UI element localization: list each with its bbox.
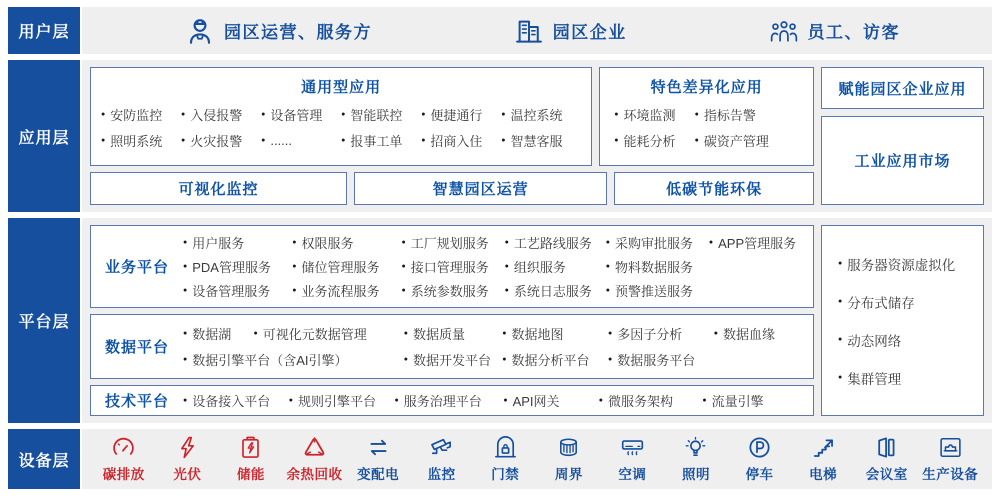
tech-platform-row xyxy=(183,391,805,410)
device-item xyxy=(664,435,728,483)
bullet-item xyxy=(101,105,181,124)
bullet-dot-icon: ● xyxy=(503,397,508,404)
bullet-item-label: API网关 xyxy=(512,394,560,409)
user-layer-groups xyxy=(82,7,992,54)
bullet-item xyxy=(183,233,292,252)
user-layer xyxy=(8,7,992,54)
bullet-dot-icon: ● xyxy=(608,356,613,364)
bullet-dot-icon: ● xyxy=(501,111,506,118)
enterprise-building-icon xyxy=(514,16,544,46)
bullet-item xyxy=(261,131,341,150)
bullet-item-label: 动态网络 xyxy=(847,333,902,349)
bullet-item-label: 设备管理 xyxy=(270,108,323,123)
bullet-item-label: 智慧客服 xyxy=(510,134,563,149)
bullet-item xyxy=(404,324,502,343)
worker-icon xyxy=(185,16,215,46)
bullet-item xyxy=(702,391,805,410)
device-items xyxy=(82,429,992,489)
bullet-dot-icon: ● xyxy=(504,263,509,271)
bullet-item xyxy=(838,254,977,274)
bullet-dot-icon: ● xyxy=(502,356,507,364)
bullet-item-label: 采购审批服务 xyxy=(614,236,693,252)
visitors-people-icon xyxy=(769,16,799,46)
data-platform-box xyxy=(90,314,814,379)
business-platform-title: 业务平台 xyxy=(104,259,169,277)
bullet-item xyxy=(181,105,261,124)
device-item-label: 周界 xyxy=(554,467,583,482)
meeting-room-icon xyxy=(874,435,899,460)
general-apps-title: 通用型应用 xyxy=(301,79,382,96)
bullet-item xyxy=(181,131,261,150)
bullet-item-label: 可视化元数据管理 xyxy=(262,327,367,343)
application-right-column xyxy=(821,67,984,205)
business-platform-rows xyxy=(183,228,805,305)
bullet-item xyxy=(341,105,421,124)
bullet-item-label: 工艺路线服务 xyxy=(513,236,592,252)
device-item xyxy=(728,435,792,483)
bullet-dot-icon: ● xyxy=(502,330,507,338)
bullet-dot-icon: ● xyxy=(292,239,297,247)
bullet-item xyxy=(183,391,289,410)
bullet-item-label: 规则引擎平台 xyxy=(297,394,376,409)
bullet-dot-icon: ● xyxy=(605,239,610,247)
featured-apps-items xyxy=(614,98,799,157)
bullet-item-label: 环境监测 xyxy=(623,108,676,123)
bullet-item xyxy=(606,281,709,300)
bullet-dot-icon: ● xyxy=(713,330,718,338)
empower-apps-box xyxy=(821,67,984,109)
infrastructure-box xyxy=(821,225,984,416)
application-top-row xyxy=(90,67,814,166)
bullet-item xyxy=(608,324,714,343)
bullet-dot-icon: ● xyxy=(341,111,346,118)
data-platform-row xyxy=(183,324,805,343)
app-scenario-label: 可视化监控 xyxy=(178,181,259,198)
bullet-dot-icon: ● xyxy=(183,330,188,338)
bullet-item xyxy=(183,281,292,300)
user-layer-label: 用户层 xyxy=(8,7,80,54)
tech-platform-title: 技术平台 xyxy=(104,393,169,410)
device-item xyxy=(537,435,601,483)
device-item xyxy=(855,435,919,483)
bullet-item xyxy=(695,105,799,124)
bullet-item-label: 设备接入平台 xyxy=(192,394,271,409)
bullet-dot-icon: ● xyxy=(401,287,406,295)
bullet-dot-icon: ● xyxy=(421,137,426,144)
bullet-item xyxy=(838,292,977,312)
bullet-item-label: 设备管理服务 xyxy=(192,284,271,300)
bullet-dot-icon: ● xyxy=(183,356,188,364)
bullet-item-label: 数据服务平台 xyxy=(617,353,696,369)
platform-layer-label: 平台层 xyxy=(8,218,80,423)
bullet-dot-icon: ● xyxy=(183,397,188,404)
bullet-item-label: 碳资产管理 xyxy=(703,134,769,149)
general-apps-items xyxy=(101,98,581,157)
device-item xyxy=(219,435,283,483)
bullet-item-label: 分布式储存 xyxy=(847,295,915,311)
bullet-item xyxy=(838,330,977,350)
bullet-dot-icon: ● xyxy=(694,111,699,118)
user-group-label: 园区企业 xyxy=(552,23,627,42)
bullet-dot-icon: ● xyxy=(501,137,506,144)
platform-layer-content xyxy=(82,218,992,423)
bullet-item xyxy=(503,391,598,410)
bullet-item-label: 预警推送服务 xyxy=(614,284,693,300)
recycle-icon xyxy=(302,435,327,460)
business-platform-row xyxy=(183,281,805,300)
device-item-label: 停车 xyxy=(745,467,774,482)
bullet-dot-icon: ● xyxy=(261,137,266,144)
air-conditioner-icon xyxy=(620,435,645,460)
bullet-item xyxy=(714,324,805,343)
user-group xyxy=(514,16,627,46)
bullet-item-label: 报事工单 xyxy=(350,134,403,149)
bullet-item xyxy=(709,233,805,252)
bullet-item xyxy=(505,257,606,276)
platform-layer xyxy=(8,218,992,423)
bullet-item-label: 多因子分析 xyxy=(617,327,683,343)
bullet-item-label: 服务治理平台 xyxy=(403,394,482,409)
bullet-item xyxy=(695,131,799,150)
bullet-item-label: 照明系统 xyxy=(110,134,163,149)
bullet-dot-icon: ● xyxy=(394,397,399,404)
perimeter-fence-icon xyxy=(556,435,581,460)
bullet-item-label: 集群管理 xyxy=(847,371,902,387)
bullet-dot-icon: ● xyxy=(838,336,843,343)
business-platform-row xyxy=(183,257,805,276)
empower-apps-title: 赋能园区企业应用 xyxy=(838,80,967,98)
bullet-dot-icon: ● xyxy=(401,239,406,247)
bullet-item-label: 数据质量 xyxy=(413,327,466,343)
data-platform-title: 数据平台 xyxy=(104,339,169,357)
bullet-dot-icon: ● xyxy=(183,263,188,271)
bullet-dot-icon: ● xyxy=(605,263,610,271)
bullet-item xyxy=(401,233,504,252)
bullet-item xyxy=(394,391,503,410)
device-item xyxy=(92,435,156,483)
bullet-item xyxy=(838,368,977,388)
device-item xyxy=(919,435,983,483)
industrial-market-title: 工业应用市场 xyxy=(854,153,951,170)
bullet-item-label: 招商入住 xyxy=(430,134,483,149)
device-item-label: 照明 xyxy=(681,467,710,482)
bullet-dot-icon: ● xyxy=(605,287,610,295)
bullet-item xyxy=(505,281,606,300)
bullet-item-label: 便捷通行 xyxy=(430,108,483,123)
application-layer-label: 应用层 xyxy=(8,60,80,212)
bullet-item-label: 火灾报警 xyxy=(190,134,243,149)
bullet-item-label: 系统日志服务 xyxy=(513,284,592,300)
bullet-item xyxy=(502,324,608,343)
bullet-dot-icon: ● xyxy=(708,239,714,247)
bullet-item xyxy=(292,281,401,300)
application-main-column xyxy=(90,67,814,205)
device-item xyxy=(410,435,474,483)
user-group xyxy=(769,16,901,46)
device-layer-label: 设备层 xyxy=(8,429,80,489)
bullet-item xyxy=(404,350,502,369)
bullet-item xyxy=(608,350,714,369)
tech-platform-rows xyxy=(183,388,805,413)
bullet-item xyxy=(606,257,709,276)
cctv-camera-icon xyxy=(429,435,454,460)
bullet-item xyxy=(183,257,292,276)
app-scenario-label: 智慧园区运营 xyxy=(432,181,529,198)
bullet-dot-icon: ● xyxy=(504,287,509,295)
bullet-item-label: 接口管理服务 xyxy=(410,260,489,276)
platform-main-column xyxy=(90,225,814,416)
bullet-dot-icon: ● xyxy=(288,397,293,404)
device-layer xyxy=(8,429,992,489)
bullet-item-label: 储位管理服务 xyxy=(301,260,380,276)
bullet-dot-icon: ● xyxy=(694,137,699,144)
bullet-item-label: APP管理服务 xyxy=(718,236,797,252)
battery-charge-icon xyxy=(238,435,263,460)
device-item-label: 空调 xyxy=(618,467,647,482)
featured-apps-box xyxy=(599,67,814,166)
bullet-item-label: 微服务架构 xyxy=(607,394,673,409)
bullet-item xyxy=(183,324,253,343)
bullet-item-label: 数据地图 xyxy=(511,327,564,343)
bullet-dot-icon: ● xyxy=(614,137,619,144)
bullet-dot-icon: ● xyxy=(401,263,406,271)
bullet-dot-icon: ● xyxy=(504,239,509,247)
bullet-dot-icon: ● xyxy=(838,260,843,267)
bullet-item xyxy=(421,131,501,150)
bullet-dot-icon: ● xyxy=(101,111,106,118)
bullet-item-label: 数据湖 xyxy=(192,327,232,343)
access-lock-icon xyxy=(493,435,518,460)
bullet-item-label: 流量引擎 xyxy=(711,394,764,409)
bullet-item-label: 数据血缘 xyxy=(723,327,776,343)
bullet-item xyxy=(292,257,401,276)
device-item-label: 碳排放 xyxy=(102,467,145,482)
user-group-label: 员工、访客 xyxy=(807,23,900,42)
bullet-dot-icon: ● xyxy=(838,374,843,381)
application-layer xyxy=(8,60,992,212)
bullet-item-label: 指标告警 xyxy=(703,108,756,123)
device-item xyxy=(601,435,665,483)
bullet-item-label: 温控系统 xyxy=(510,108,563,123)
bullet-item xyxy=(614,105,694,124)
featured-apps-title: 特色差异化应用 xyxy=(650,79,763,96)
data-platform-rows xyxy=(183,317,805,376)
business-platform-box xyxy=(90,225,814,308)
device-item-label: 光伏 xyxy=(173,467,202,482)
device-item-label: 余热回收 xyxy=(286,467,343,482)
bullet-dot-icon: ● xyxy=(421,111,426,118)
app-scenario-box xyxy=(90,172,347,205)
user-group xyxy=(185,16,372,46)
device-item-label: 会议室 xyxy=(865,467,908,482)
bullet-item-label: 系统参数服务 xyxy=(410,284,489,300)
bullet-item xyxy=(501,105,581,124)
general-apps-box xyxy=(90,67,592,166)
bullet-dot-icon: ● xyxy=(183,239,188,247)
data-platform-row xyxy=(183,350,805,369)
bullet-item xyxy=(501,131,581,150)
exchange-arrows-icon xyxy=(366,435,391,460)
bullet-item-label: 入侵报警 xyxy=(190,108,243,123)
device-item-label: 变配电 xyxy=(357,467,400,482)
industrial-market-box xyxy=(821,116,984,205)
bullet-item xyxy=(505,233,606,252)
bullet-item xyxy=(502,350,608,369)
bullet-dot-icon: ● xyxy=(183,287,188,295)
bullet-dot-icon: ● xyxy=(403,330,409,338)
bullet-dot-icon: ● xyxy=(261,111,266,118)
bullet-dot-icon: ● xyxy=(838,298,843,305)
bullet-item-label: 数据开发平台 xyxy=(413,353,492,369)
bullet-item xyxy=(421,105,501,124)
device-item-label: 生产设备 xyxy=(922,467,979,482)
bullet-item-label: 业务流程服务 xyxy=(301,284,380,300)
device-item-label: 电梯 xyxy=(809,467,838,482)
business-platform-row xyxy=(183,233,805,252)
bullet-item xyxy=(599,391,703,410)
bullet-item-label: 工厂规划服务 xyxy=(410,236,489,252)
application-layer-content xyxy=(82,60,992,212)
bullet-dot-icon: ● xyxy=(292,287,297,295)
gauge-icon xyxy=(111,435,136,460)
device-item xyxy=(346,435,410,483)
tech-platform-box xyxy=(90,385,814,416)
escalator-icon xyxy=(811,435,836,460)
bullet-item xyxy=(253,324,403,343)
device-item xyxy=(791,435,855,483)
device-item-label: 监控 xyxy=(427,467,456,482)
bullet-item xyxy=(401,281,504,300)
app-scenario-box xyxy=(354,172,607,205)
bullet-item xyxy=(292,233,401,252)
user-group-label: 园区运营、服务方 xyxy=(224,23,372,42)
device-item-label: 储能 xyxy=(236,467,265,482)
bullet-item xyxy=(261,105,341,124)
app-scenarios-row xyxy=(90,172,814,205)
parking-icon xyxy=(747,435,772,460)
bullet-dot-icon: ● xyxy=(403,356,409,364)
bullet-item-label: 服务器资源虚拟化 xyxy=(847,257,956,273)
bullet-item xyxy=(101,131,181,150)
device-item xyxy=(283,435,347,483)
bullet-item-label: 组织服务 xyxy=(513,260,566,276)
bullet-item-label: 能耗分析 xyxy=(623,134,676,149)
bullet-item xyxy=(289,391,395,410)
bullet-item xyxy=(183,350,404,369)
device-item xyxy=(156,435,220,483)
bullet-dot-icon: ● xyxy=(702,397,707,404)
bullet-item-label: 数据分析平台 xyxy=(511,353,590,369)
bullet-item xyxy=(341,131,421,150)
bullet-dot-icon: ● xyxy=(181,137,186,144)
bullet-dot-icon: ● xyxy=(292,263,297,271)
bullet-item xyxy=(401,257,504,276)
bullet-item-label: PDA管理服务 xyxy=(192,260,271,276)
device-item xyxy=(473,435,537,483)
bullet-item-label: 安防监控 xyxy=(110,108,163,123)
bullet-dot-icon: ● xyxy=(598,397,603,404)
bullet-dot-icon: ● xyxy=(608,330,613,338)
light-bulb-icon xyxy=(683,435,708,460)
bullet-dot-icon: ● xyxy=(614,111,619,118)
bullet-dot-icon: ● xyxy=(101,137,106,144)
bullet-item-label: 数据引擎平台（含AI引擎） xyxy=(192,353,348,369)
bullet-dot-icon: ● xyxy=(341,137,346,144)
device-item-label: 门禁 xyxy=(491,467,520,482)
bullet-item-label: 物料数据服务 xyxy=(614,260,693,276)
bullet-item-label: 智能联控 xyxy=(350,108,403,123)
production-machine-icon xyxy=(938,435,963,460)
bullet-item-label: 用户服务 xyxy=(192,236,245,252)
app-scenario-label: 低碳节能环保 xyxy=(666,181,763,198)
lightning-icon xyxy=(175,435,200,460)
bullet-dot-icon: ● xyxy=(253,330,258,338)
bullet-item-label: 权限服务 xyxy=(301,236,354,252)
app-scenario-box xyxy=(614,172,814,205)
bullet-dot-icon: ● xyxy=(181,111,186,118)
bullet-item xyxy=(606,233,709,252)
bullet-item-label: ...... xyxy=(270,133,292,148)
bullet-item xyxy=(614,131,694,150)
